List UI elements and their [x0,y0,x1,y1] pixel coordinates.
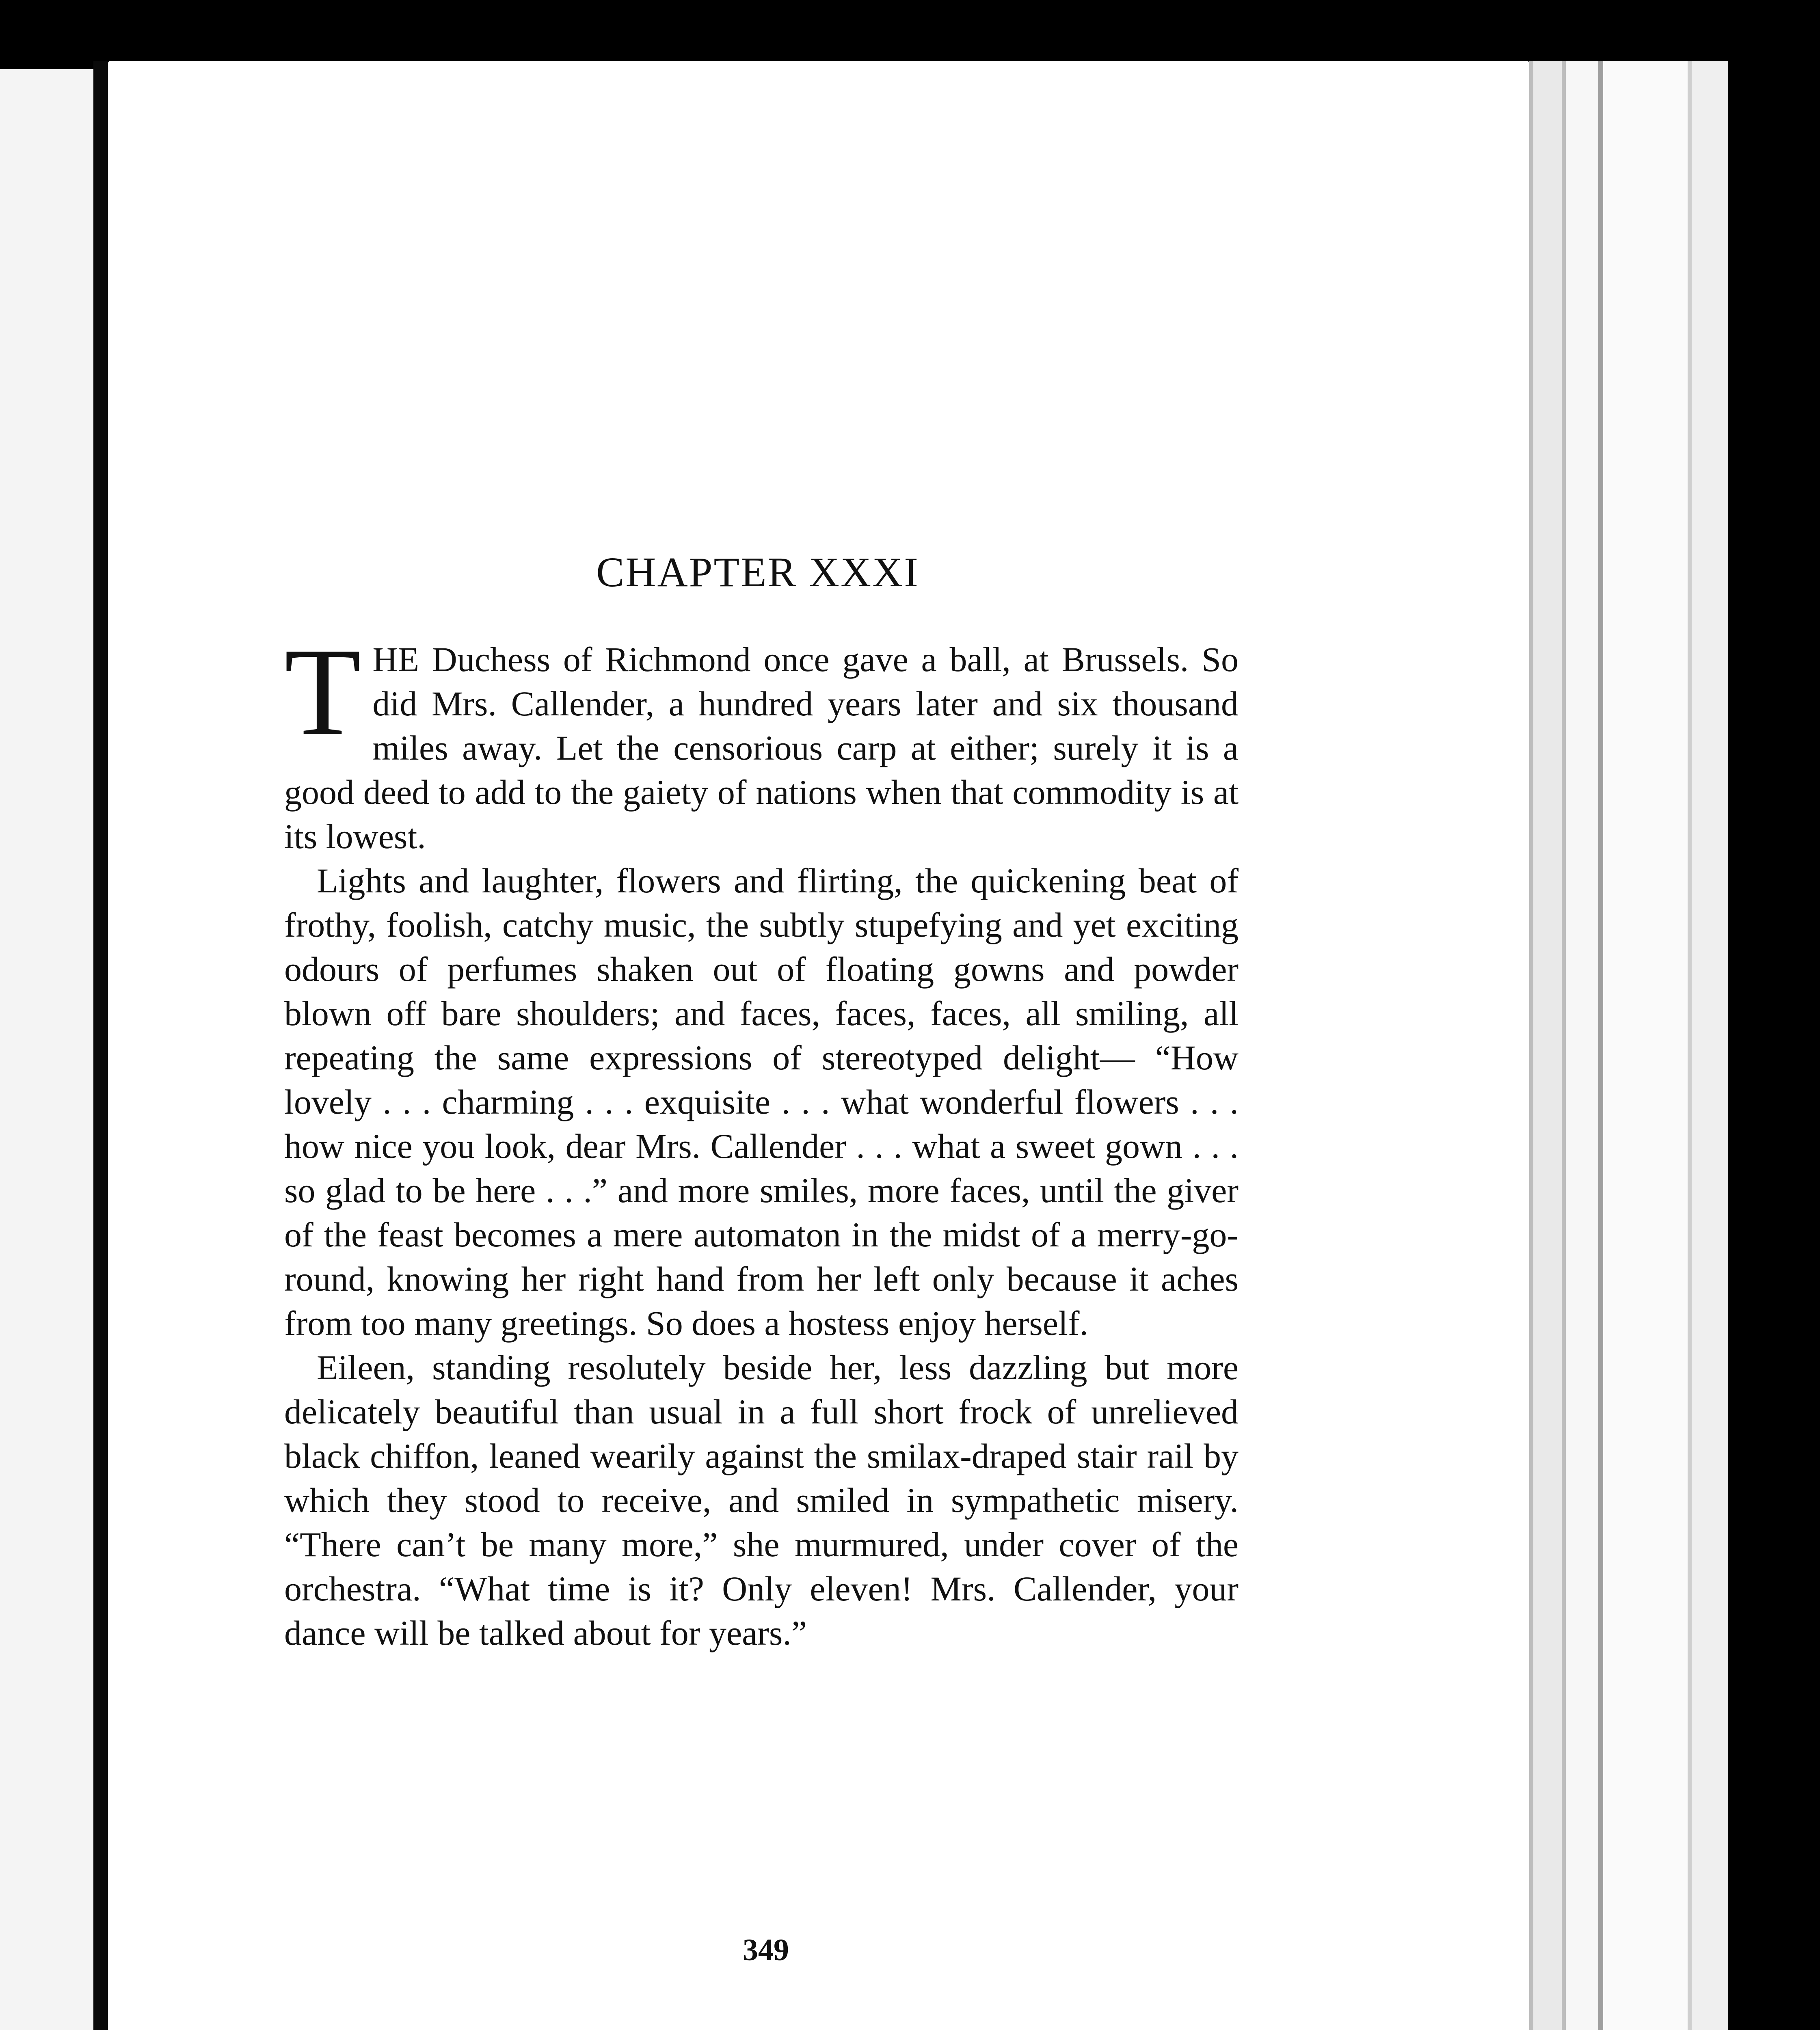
book-gutter [93,61,108,2030]
drop-cap: T [284,622,361,762]
paragraph-3: Eileen, standing resolutely beside her, less dazzling but more delicately beautiful than usual in a full short frock of unrelieved black chiffon, leaned wearily against the smilax-draped stair rail by which they stood to receive, and smiled in sympathetic misery. “There can’t be many more,” she murmured, under cover of the orchestra. “What time is it? Only eleven! Mrs. Callender, your dance will be talked about for years.” [284,1348,1239,1652]
page-edge-2 [1562,61,1598,2030]
page-edge-4 [1688,61,1728,2030]
chapter-body [284,622,1239,1655]
left-page-edge [0,69,93,2030]
paragraph-1-text: HE Duchess of Richmond once gave a ball, at Brussels. So did Mrs. Callender, a hundred years later and six thousand miles away. Let the censorious carp at either; surely it is a good deed to add to the gaiety of nations when that commodity is at its lowest. [284,640,1239,856]
paragraph-1 [284,622,1239,859]
page-edge-3 [1598,61,1688,2030]
page-number: 349 [743,1933,789,1967]
page-edge-1 [1529,61,1562,2030]
chapter-title: CHAPTER XXXI [596,549,919,596]
paragraph-2: Lights and laughter, flowers and flirting, the quickening beat of frothy, foolish, catchy music, the subtly stupefying and yet exciting odours of perfumes shaken out of floating gowns and powder blown off bare shoulders; and faces, faces, faces, all smiling, all repeating the same expressions of stereotyped delight— “How lovely . . . charming . . . exquisite . . . what wonderful flowers . . . how nice you look, dear Mrs. Callender . . . what a sweet gown . . . so glad to be here . . .” and more smiles, more faces, until the giver of the feast becomes a mere automaton in the midst of a merry-go-round, knowing her right hand from her left only because it aches from too many greetings. So does a hostess enjoy herself. [284,861,1239,1343]
